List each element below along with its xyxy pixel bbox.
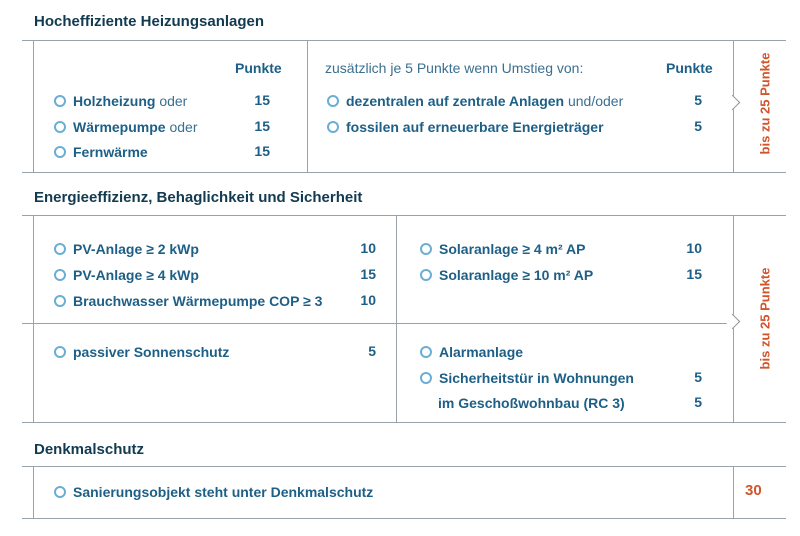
chevron-right-icon [725,314,741,330]
section-efficiency-title: Energieeffizienz, Behaglichkeit und Sicherheit [34,189,363,206]
list-item: Wärmepumpe oder [54,118,198,136]
divider [733,466,734,518]
divider [22,40,786,41]
circle-bullet-icon [54,295,66,307]
list-item: passiver Sonnenschutz [54,343,229,361]
points-value: 10 [360,292,376,308]
section-monument-title: Denkmalschutz [34,441,145,458]
divider [22,422,786,423]
circle-bullet-icon [420,346,432,358]
list-item: Fernwärme [54,143,148,161]
list-item: Sicherheitstür in Wohnungen [420,369,634,387]
points-header: Punkte [235,60,282,76]
circle-bullet-icon [54,243,66,255]
points-value: 5 [368,343,376,359]
circle-bullet-icon [327,95,339,107]
points-value: 15 [254,143,270,159]
list-item: Alarmanlage [420,343,523,361]
circle-bullet-icon [54,95,66,107]
list-item: PV-Anlage ≥ 4 kWp [54,266,199,284]
list-item-continuation: im Geschoßwohnbau (RC 3) [438,395,625,411]
divider [22,323,734,324]
points-value: 15 [360,266,376,282]
divider [396,215,397,422]
list-item: Brauchwasser Wärmepumpe COP ≥ 3 [54,292,322,310]
points-value: 30 [745,482,762,499]
points-value: 5 [694,369,702,385]
circle-bullet-icon [54,121,66,133]
points-value: 10 [360,240,376,256]
points-header: Punkte [666,60,713,76]
circle-bullet-icon [420,372,432,384]
list-item: Solaranlage ≥ 10 m² AP [420,266,593,284]
points-value: 15 [254,92,270,108]
max-points-label: bis zu 25 Punkte [757,52,773,155]
list-item: dezentralen auf zentrale Anlagen und/oder [327,92,623,110]
circle-bullet-icon [54,269,66,281]
points-value: 5 [694,118,702,134]
divider [33,215,34,422]
section-heating-title: Hocheffiziente Heizungsanlagen [34,13,265,30]
divider [33,466,34,518]
list-item: fossilen auf erneuerbare Energieträger [327,118,604,136]
divider [33,40,34,172]
divider [22,172,786,173]
circle-bullet-icon [420,243,432,255]
max-points-label: bis zu 25 Punkte [757,267,773,370]
divider [22,518,786,519]
list-item: PV-Anlage ≥ 2 kWp [54,240,199,258]
points-value: 5 [694,394,702,410]
circle-bullet-icon [54,346,66,358]
list-item: Holzheizung oder [54,92,187,110]
list-item: Sanierungsobjekt steht unter Denkmalschutz [54,483,373,501]
points-value: 5 [694,92,702,108]
list-item: Solaranlage ≥ 4 m² AP [420,240,585,258]
divider [22,215,786,216]
points-value: 15 [254,118,270,134]
upgrade-intro: zusätzlich je 5 Punkte wenn Umstieg von: [325,60,584,76]
circle-bullet-icon [54,146,66,158]
divider [22,466,786,467]
points-value: 15 [686,266,702,282]
chevron-right-icon [725,95,741,111]
circle-bullet-icon [420,269,432,281]
circle-bullet-icon [54,486,66,498]
points-value: 10 [686,240,702,256]
divider [307,40,308,172]
circle-bullet-icon [327,121,339,133]
